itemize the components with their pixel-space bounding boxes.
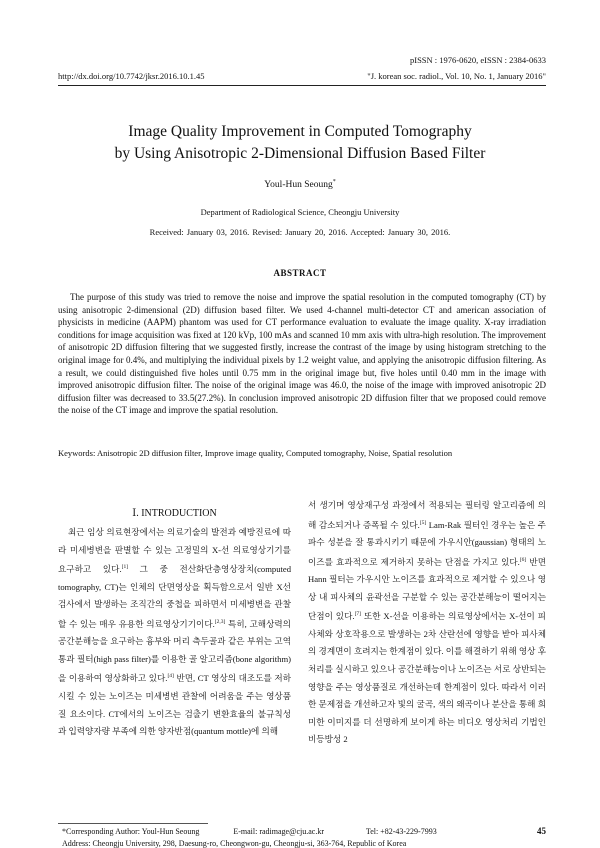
abstract-text: The purpose of this study was tried to remove the noise and improve the spatial resolution in the computed tomography (CT) by using anisotropic 2-dimensional (2D) diffusion based filter. We used 4-channel multi-detector CT and american association of physicists in medicine (AAPM) phantom was used for CT performance evaluation to evaluate the image quality. X-ray irradiation conditions for image acquisition was fixed at 120 kVp, 100 mAs and scanned 10 mm axis with ultra-high resolution. The improvement of anisotropic 2D diffusion filtering that we suggested firstly, increase the contrast of the image by using histogram stretching to the original image for 0.4%, and multiplying the individual pixels by 1.2 weight value, and applying the anisotropic diffusion filtering. As a result, we could distinguished five holes until 0.75 mm in the original image but, five holes until 0.40 mm in the image with improved anisotropic diffusion filter. The noise of the original image was 46.0, the noise of the image with improved anisotropic 2D diffusion filter was decreased to 33.5(27.2%). In conclusion improved anisotropic 2D diffusion filter that we proposed could remove the noise of the CT image and improve the spatial resolution. [58, 292, 546, 416]
intro-right-text-3: 반면 Hann 필터는 가우시안 노이즈를 효과적으로 제거할 수 있으나 영상 내 피사체의 윤곽선을 구분할 수 있는 공간분해능이 떨어지는 단점이 있다. [308, 556, 546, 622]
paper-title [40, 121, 560, 165]
intro-right-text-1: 서 생기며 영상재구성 과정에서 적용되는 필터링 알고리즘에 의해 감소되거나 증폭될 수 있다. [308, 500, 546, 530]
footnote-rule [58, 823, 208, 824]
header-rule [58, 85, 546, 86]
author-name: Youl-Hun Seoung [264, 180, 333, 191]
section-heading-introduction: Ⅰ. INTRODUCTION [132, 508, 217, 519]
title-line-1: Image Quality Improvement in Computed Tomography [128, 123, 472, 140]
footnote-email: E-mail: radimage@cju.ac.kr [233, 827, 325, 836]
issn-line: pISSN : 1976-0620, eISSN : 2384-0633 [409, 55, 546, 65]
submission-dates: Received: January 03, 2016. Revised: January 20, 2016. Accepted: January 30, 2016. [149, 227, 451, 237]
citation-ref: [7] [354, 611, 361, 618]
doi-link[interactable]: http://dx.doi.org/10.7742/jksr.2016.10.1.45 [58, 71, 205, 81]
intro-right-text-2: Lam-Rak 필터인 경우는 높은 주파수 성분을 잘 통과시키기 때문에 가우시안(gaussian) 형태의 노이즈를 효과적으로 제거하지 못하는 단점을 가지고 있다. [308, 519, 546, 567]
intro-right-text-4: 또한 X-선을 이용하는 의료영상에서는 X-선이 피사체와 상호작용으로 발생하는 2차 산란선에 영향을 받아 피사체의 경계면이 흐려지는 한계점이 있다. 이를 해결하기 위해 영상 후처리를 실시하고 있으나 공간분해능이나 노이즈는 서로 상반되는 영향을 주는 영상품질로 개선하는데 한계점이 있다. 따라서 이러한 문제점을 개선하고자 빛의 굴곡, 색의 왜곡이나 분산을 통해 희미한 이미지를 더 선명하게 보이게 하는 비디오 영상처리 기법인 비등방성 2 [308, 611, 546, 745]
citation-ref: [4] [167, 673, 174, 680]
author-line [0, 179, 600, 190]
intro-left-text-4: 반면, CT 영상의 대조도를 저하시킬 수 있는 노이즈는 미세병변 관찰에 어려움을 주는 영상품질 요소이다. CT에서의 노이즈는 검출기 변환효율의 불규칙성과 입력양자량 부족에 의한 양자반점(quantum mottle)에 의해 [58, 673, 291, 737]
intro-left-text-3: 특히, 고해상력의 공간분해능을 요구하는 흉부와 머리 측두골과 같은 부위는 고역 통과 필터(high pass filter)를 이용한 골 알고리즘(bone algorithm)을 이용하여 영상화하고 있다. [58, 618, 291, 684]
abstract-heading: ABSTRACT [273, 268, 327, 278]
keywords: Keywords: Anisotropic 2D diffusion filter, Improve image quality, Computed tomography, Noise, Spatial resolution [58, 448, 453, 458]
footnote-contact [62, 827, 482, 836]
footnote-address: Address: Cheongju University, 298, Daesung-ro, Cheongwon-gu, Cheongju-si, 363-764, Republic of Korea [62, 839, 407, 848]
author-mark: * [332, 179, 336, 185]
intro-column-right [308, 497, 546, 749]
intro-column-left [58, 524, 291, 741]
citation-ref: [6] [519, 556, 527, 563]
citation-ref: [2,3] [214, 618, 226, 625]
title-line-2: by Using Anisotropic 2-Dimensional Diffusion Based Filter [114, 145, 486, 162]
citation-ref: [5] [419, 519, 427, 526]
intro-left-text-2: 그 중 전산화단층영상장치(computed tomography, CT)는 인체의 단면영상을 획득함으로서 일반 X선 검사에서 발생하는 조직간의 중첩을 피하면서 미세병변을 관찰할 수 있는 매우 유용한 의료영상기기이다. [58, 564, 292, 629]
page-number: 45 [537, 826, 546, 836]
footnote-tel: Tel: +82-43-229-7993 [365, 827, 437, 836]
journal-citation: "J. korean soc. radiol., Vol. 10, No. 1, January 2016" [367, 71, 546, 81]
intro-left-text-1: 최근 임상 의료현장에서는 의료기술의 발전과 예방진료에 따라 미세병변을 판별할 수 있는 고정밀의 X-선 의료영상기기를 요구하고 있다. [58, 527, 291, 575]
footnote-corresponding: *Corresponding Author: Youl-Hun Seoung [62, 827, 200, 836]
affiliation: Department of Radiological Science, Cheongju University [200, 207, 400, 217]
citation-ref: [1] [121, 564, 129, 571]
